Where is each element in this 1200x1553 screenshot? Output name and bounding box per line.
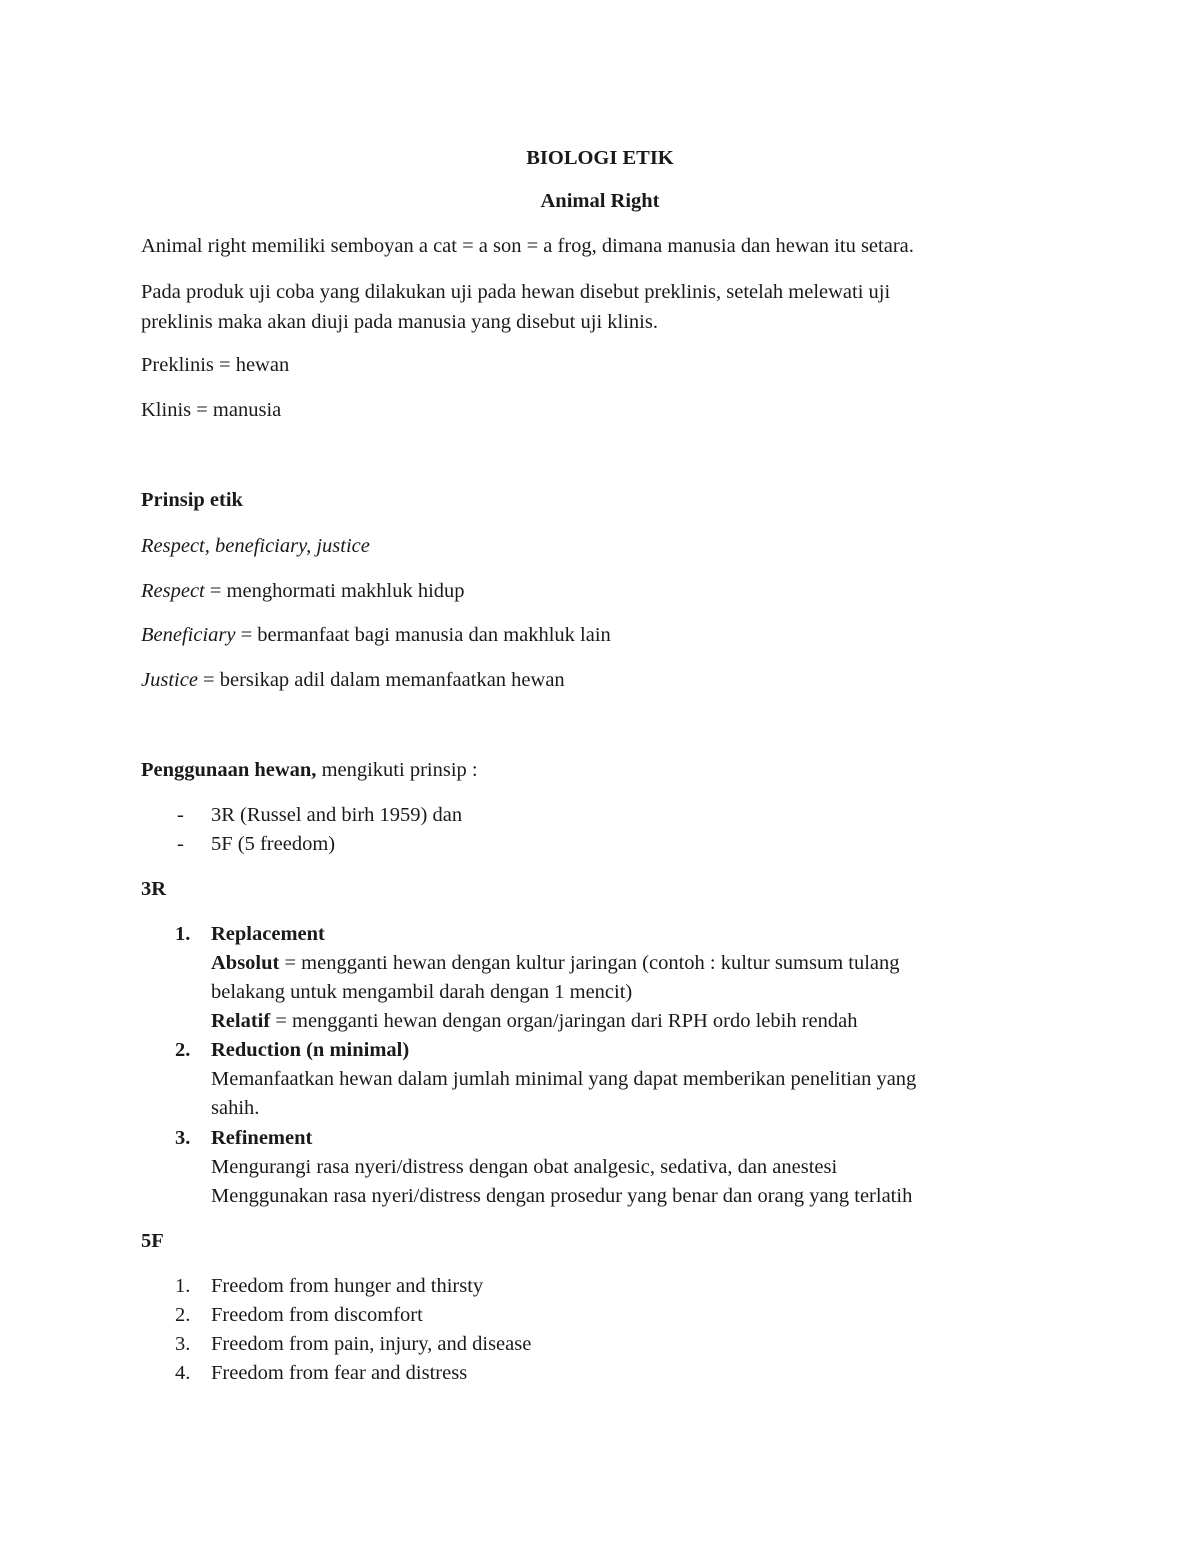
prinsip-term: Justice	[141, 669, 198, 691]
prinsip-item-justice	[141, 670, 565, 691]
refinement-title: Refinement	[211, 1127, 313, 1149]
freedom-item: Freedom from fear and distress	[211, 1362, 468, 1384]
prinsip-definition: = bersikap adil dalam memanfaatkan hewan	[197, 669, 565, 691]
reduction-title: Reduction (n minimal)	[211, 1039, 410, 1061]
prinsip-etik-heading: Prinsip etik	[141, 489, 243, 511]
intro-paragraph-2-line-2: preklinis maka akan diuji pada manusia yang disebut uji klinis.	[141, 311, 658, 333]
klinis-definition: Klinis = manusia	[141, 399, 282, 421]
absolut-label: Absolut	[211, 952, 280, 974]
absolut-line-1	[211, 953, 900, 974]
document-subtitle: Animal Right	[540, 190, 660, 212]
relatif-line	[211, 1011, 858, 1032]
bullet-marker: -	[177, 833, 184, 855]
intro-paragraph-1: Animal right memiliki semboyan a cat = a son = a frog, dimana manusia dan hewan itu setara.	[141, 235, 914, 257]
penggunaan-heading-rest: mengikuti prinsip :	[316, 759, 478, 781]
bullet-item-3r: 3R (Russel and birh 1959) dan	[211, 804, 463, 826]
list-number: 4.	[175, 1362, 191, 1384]
prinsip-etik-summary: Respect, beneficiary, justice	[141, 535, 370, 557]
refinement-line-2: Menggunakan rasa nyeri/distress dengan prosedur yang benar dan orang yang terlatih	[211, 1185, 913, 1207]
prinsip-definition: = bermanfaat bagi manusia dan makhluk lain	[235, 624, 611, 646]
list-number: 1.	[175, 1275, 191, 1297]
prinsip-item-beneficiary	[141, 625, 611, 646]
penggunaan-heading-bold: Penggunaan hewan,	[141, 759, 317, 781]
reduction-line-1: Memanfaatkan hewan dalam jumlah minimal yang dapat memberikan penelitian yang	[211, 1068, 917, 1090]
penggunaan-heading	[141, 760, 478, 781]
relatif-label: Relatif	[211, 1010, 271, 1032]
reduction-line-2: sahih.	[211, 1097, 260, 1119]
refinement-line-1: Mengurangi rasa nyeri/distress dengan obat analgesic, sedativa, dan anestesi	[211, 1156, 838, 1178]
intro-paragraph-2-line-1: Pada produk uji coba yang dilakukan uji pada hewan disebut preklinis, setelah melewati uji	[141, 281, 891, 303]
replacement-title: Replacement	[211, 923, 325, 945]
preklinis-definition: Preklinis = hewan	[141, 354, 290, 376]
absolut-text: = mengganti hewan dengan kultur jaringan (contoh : kultur sumsum tulang	[279, 952, 900, 974]
freedom-item: Freedom from hunger and thirsty	[211, 1275, 484, 1297]
prinsip-term: Beneficiary	[141, 624, 236, 646]
bullet-item-5f: 5F (5 freedom)	[211, 833, 336, 855]
list-number: 2.	[175, 1304, 191, 1326]
prinsip-definition: = menghormati makhluk hidup	[204, 580, 465, 602]
list-number: 3.	[175, 1127, 191, 1149]
list-number: 2.	[175, 1039, 191, 1061]
section-3r-heading: 3R	[141, 878, 167, 900]
list-number: 3.	[175, 1333, 191, 1355]
prinsip-item-respect	[141, 581, 465, 602]
relatif-text: = mengganti hewan dengan organ/jaringan dari RPH ordo lebih rendah	[270, 1010, 858, 1032]
section-5f-heading: 5F	[141, 1230, 164, 1252]
list-number: 1.	[175, 923, 191, 945]
bullet-marker: -	[177, 804, 184, 826]
freedom-item: Freedom from pain, injury, and disease	[211, 1333, 532, 1355]
prinsip-term: Respect	[141, 580, 205, 602]
absolut-line-2: belakang untuk mengambil darah dengan 1 mencit)	[211, 981, 633, 1003]
document-title: BIOLOGI ETIK	[526, 147, 674, 169]
freedom-item: Freedom from discomfort	[211, 1304, 423, 1326]
